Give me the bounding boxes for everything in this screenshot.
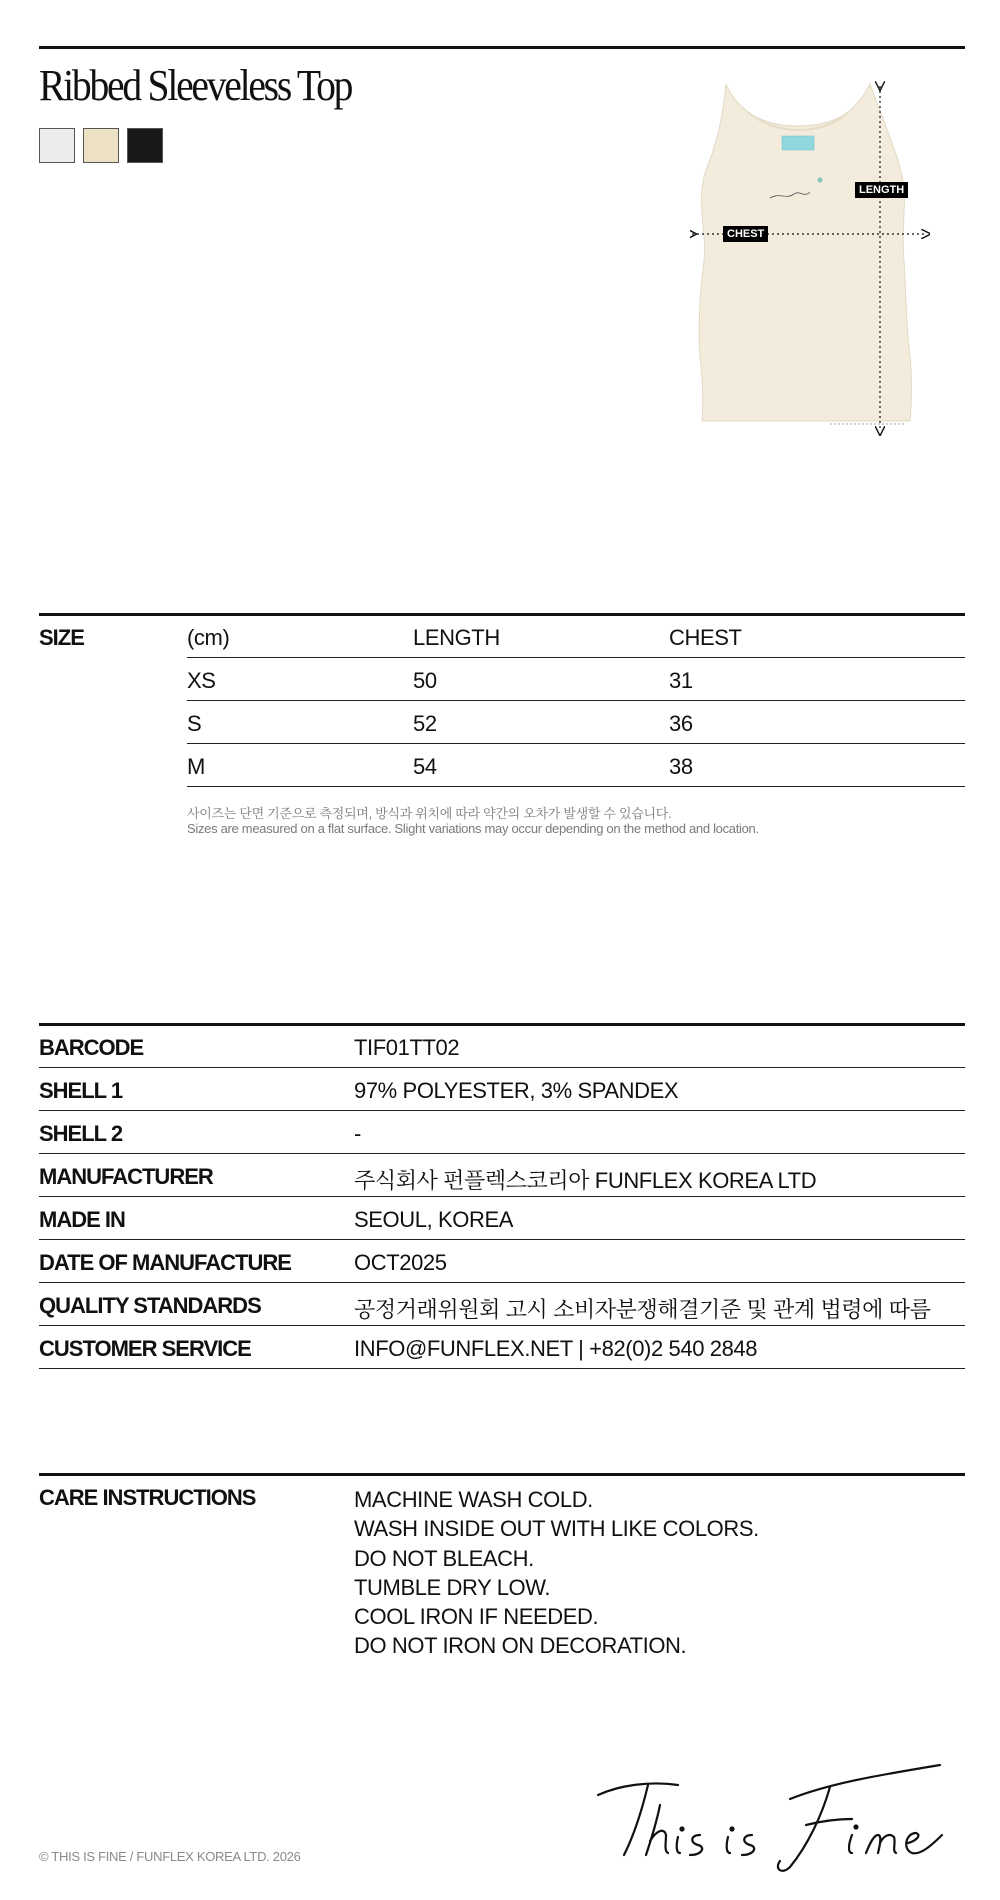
size-header-unit: (cm) <box>187 625 230 650</box>
size-row-xs-length: 50 <box>413 668 437 693</box>
info-value-shell-2: - <box>354 1121 361 1146</box>
info-label-quality-standards: QUALITY STANDARDS <box>39 1293 261 1318</box>
size-label: SIZE <box>39 625 84 650</box>
swatch-white[interactable] <box>39 128 75 163</box>
size-row-xs-chest: 31 <box>669 668 693 693</box>
embroidery-dot <box>818 178 823 183</box>
copyright-text: © THIS IS FINE / FUNFLEX KOREA LTD. 2026 <box>39 1849 301 1864</box>
size-row-divider <box>187 786 965 787</box>
care-label: CARE INSTRUCTIONS <box>39 1485 256 1510</box>
size-row-s-chest: 36 <box>669 711 693 736</box>
care-line: DO NOT IRON ON DECORATION. <box>354 1633 687 1659</box>
size-row-m-chest: 38 <box>669 754 693 779</box>
swatch-beige[interactable] <box>83 128 119 163</box>
size-row-divider <box>187 700 965 701</box>
info-row-divider <box>39 1153 965 1154</box>
swatch-black[interactable] <box>127 128 163 163</box>
neck-label <box>782 136 814 150</box>
size-row-divider <box>187 743 965 744</box>
size-header-length: LENGTH <box>413 625 500 650</box>
size-table-top-rule <box>39 613 965 616</box>
info-value-quality-standards: 공정거래위원회 고시 소비자분쟁해결기준 및 관계 법령에 따름 <box>354 1297 931 1322</box>
size-row-divider <box>187 657 965 658</box>
size-row-m-size: M <box>187 754 205 779</box>
info-label-customer-service: CUSTOMER SERVICE <box>39 1336 251 1361</box>
care-line: WASH INSIDE OUT WITH LIKE COLORS. <box>354 1516 759 1542</box>
info-value-made-in: SEOUL, KOREA <box>354 1207 514 1232</box>
care-line: COOL IRON IF NEEDED. <box>354 1604 599 1630</box>
size-note-korean: 사이즈는 단면 기준으로 측정되며, 방식과 위치에 따라 약간의 오차가 발생할 수 있습니다. <box>187 806 672 821</box>
care-line: DO NOT BLEACH. <box>354 1545 534 1571</box>
chest-label: CHEST <box>723 226 768 242</box>
size-note-english: Sizes are measured on a flat surface. Slight variations may occur depending on the method and location. <box>187 821 759 836</box>
info-value-date-of-manufacture: OCT2025 <box>354 1250 447 1275</box>
info-label-date-of-manufacture: DATE OF MANUFACTURE <box>39 1250 291 1275</box>
info-label-made-in: MADE IN <box>39 1207 125 1232</box>
info-label-manufacturer: MANUFACTURER <box>39 1164 213 1189</box>
info-row-divider <box>39 1110 965 1111</box>
info-row-divider <box>39 1325 965 1326</box>
info-value-shell-1: 97% POLYESTER, 3% SPANDEX <box>354 1078 679 1103</box>
product-illustration <box>690 76 930 436</box>
info-row-divider <box>39 1239 965 1240</box>
info-row-divider <box>39 1282 965 1283</box>
tank-top-graphic <box>690 76 930 436</box>
info-label-shell-1: SHELL 1 <box>39 1078 123 1103</box>
care-line: MACHINE WASH COLD. <box>354 1487 593 1512</box>
info-row-divider <box>39 1067 965 1068</box>
info-row-divider <box>39 1196 965 1197</box>
info-table-top-rule <box>39 1023 965 1026</box>
size-row-s-size: S <box>187 711 202 736</box>
info-label-barcode: BARCODE <box>39 1035 144 1060</box>
size-row-s-length: 52 <box>413 711 437 736</box>
info-value-barcode: TIF01TT02 <box>354 1035 460 1060</box>
top-divider <box>39 46 965 49</box>
care-instructions-list <box>354 1485 759 1661</box>
product-title: Ribbed Sleeveless Top <box>39 61 352 110</box>
info-label-shell-2: SHELL 2 <box>39 1121 123 1146</box>
info-value-customer-service: INFO@FUNFLEX.NET | +82(0)2 540 2848 <box>354 1336 758 1361</box>
size-row-m-length: 54 <box>413 754 437 779</box>
size-header-chest: CHEST <box>669 625 742 650</box>
info-value-manufacturer: 주식회사 펀플렉스코리아 FUNFLEX KOREA LTD <box>354 1168 817 1193</box>
size-row-xs-size: XS <box>187 668 216 693</box>
care-top-rule <box>39 1473 965 1476</box>
length-label: LENGTH <box>855 182 908 198</box>
brand-signature-logo <box>590 1755 965 1875</box>
info-row-divider <box>39 1368 965 1369</box>
care-line: TUMBLE DRY LOW. <box>354 1574 551 1600</box>
